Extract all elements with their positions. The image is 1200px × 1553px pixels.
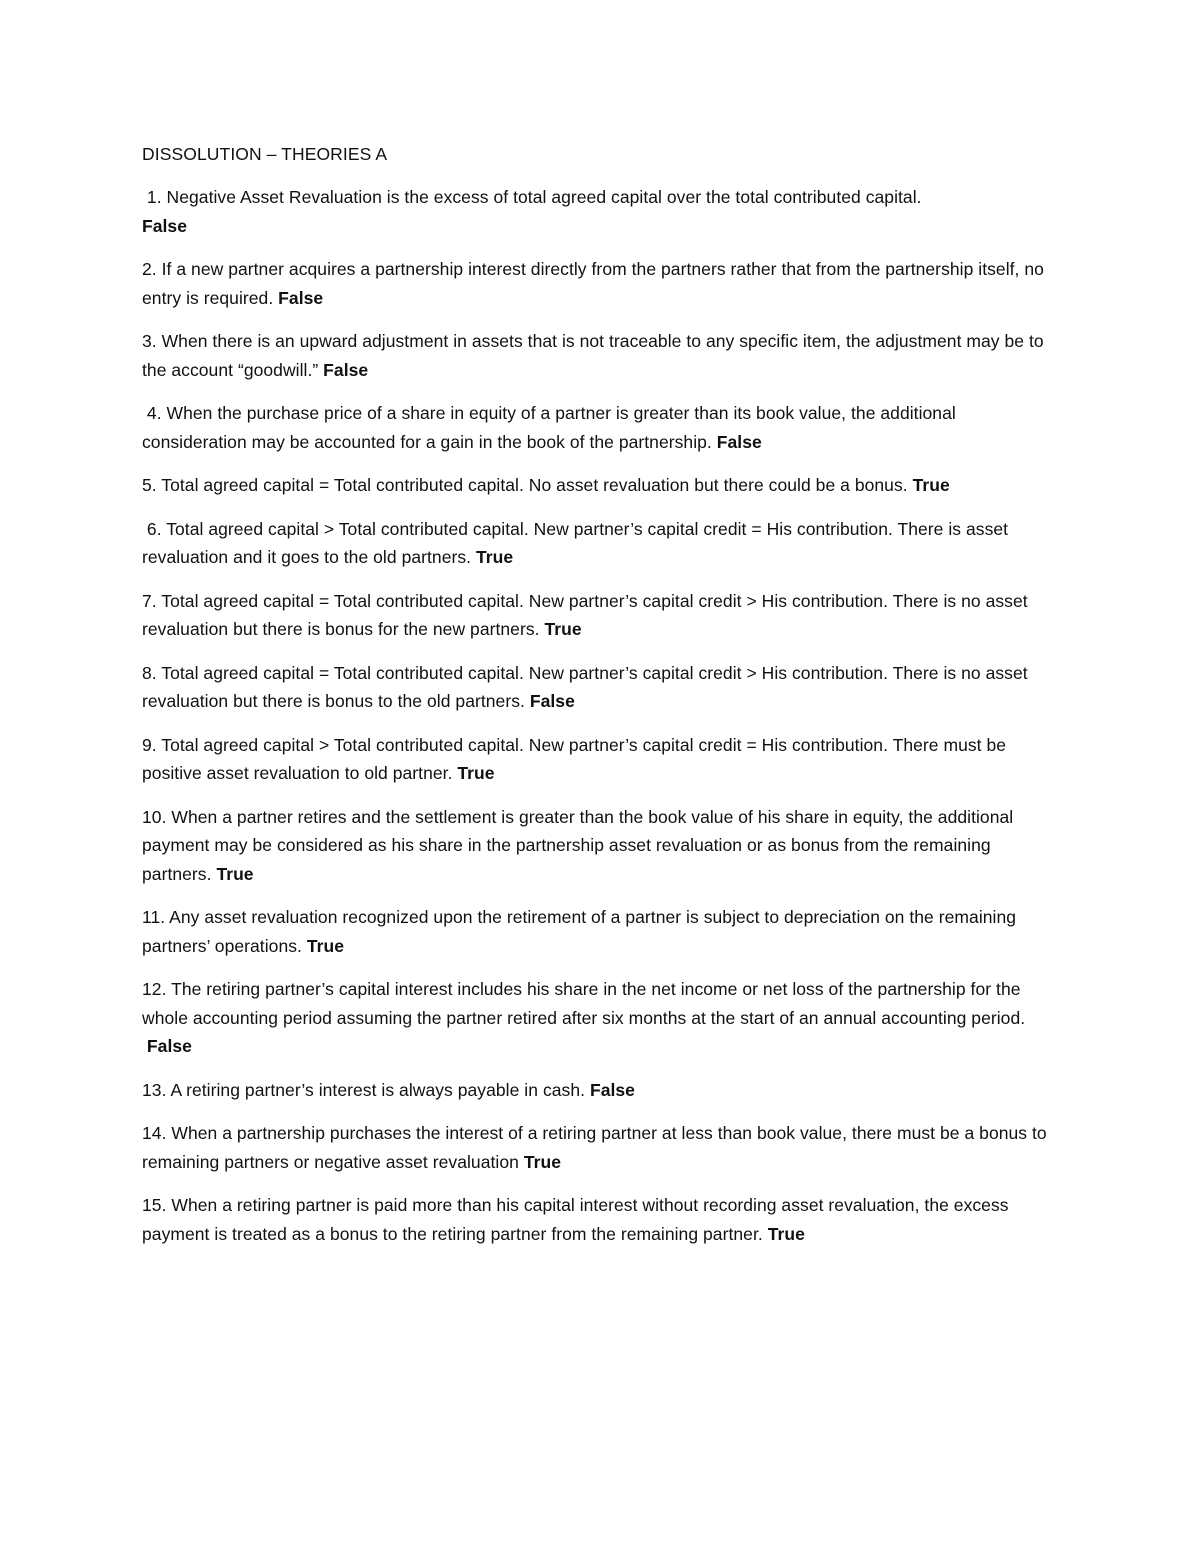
question-item-2 (142, 255, 1062, 312)
question-number: 12. (142, 979, 172, 999)
answer-label: True (306, 935, 345, 956)
question-text: When the purchase price of a share in equity of a partner is greater than its book value, the additional consideration may be accounted for a gain in the book of the partnership. (142, 403, 956, 452)
question-number: 2. (142, 259, 162, 279)
question-text: When a partner retires and the settlement is greater than the book value of his share in equity, the additional payment may be considered as his share in the partnership asset revaluation or as bonus from the remaining partners. (142, 806, 1014, 884)
question-number: 3. (142, 331, 162, 351)
answer-label: False (529, 691, 575, 711)
question-text: A retiring partner’s interest is always payable in cash. (170, 1079, 586, 1100)
answer-label: False (589, 1079, 635, 1100)
question-item-14 (142, 1119, 1062, 1176)
question-text: Total agreed capital = Total contributed capital. New partner’s capital credit > His contribution. There is no asset revaluation but there is bonus to the old partners. (142, 662, 1028, 711)
document-page (142, 140, 1062, 1263)
question-item-1 (142, 183, 1062, 240)
document-title: DISSOLUTION – THEORIES A (142, 144, 388, 164)
answer-label: False (146, 1036, 192, 1056)
answer-label: False (142, 215, 187, 236)
question-number: 1. (142, 187, 167, 207)
question-number: 13. (142, 1079, 171, 1100)
question-text: Any asset revaluation recognized upon the retirement of a partner is subject to depreciation on the remaining partners’ operations. (142, 907, 1017, 956)
answer-label: True (457, 763, 495, 783)
answer-label: True (523, 1151, 562, 1172)
question-text: When a partnership purchases the interest of a retiring partner at less than book value, there must be a bonus to remaining partners or negative asset revaluation (142, 1123, 1047, 1172)
question-item-15 (142, 1191, 1062, 1248)
question-number: 11. (142, 907, 170, 927)
question-text: If a new partner acquires a partnership interest directly from the partners rather that from the partnership itself, no entry is required. (142, 259, 1044, 308)
answer-label: True (912, 475, 950, 495)
answer-label: False (323, 359, 369, 380)
question-number: 4. (142, 403, 167, 423)
question-number: 8. (142, 662, 162, 683)
question-number: 10. (142, 806, 172, 827)
question-item-11 (142, 903, 1062, 960)
question-item-9 (142, 731, 1062, 788)
question-text: Total agreed capital = Total contributed capital. New partner’s capital credit > His contribution. There is no asset revaluation but there is bonus for the new partners. (142, 590, 1028, 639)
question-item-12 (142, 975, 1062, 1061)
question-text: Total agreed capital > Total contributed capital. New partner’s capital credit = His contribution. There must be positive asset revaluation to old partner. (142, 734, 1007, 783)
answer-label: False (278, 287, 324, 308)
answer-label: True (216, 863, 254, 884)
question-text: Total agreed capital = Total contributed capital. No asset revaluation but there could be a bonus. (161, 475, 908, 495)
question-number: 9. (142, 734, 162, 755)
answer-label: True (544, 619, 582, 639)
question-text: Negative Asset Revaluation is the excess of total agreed capital over the total contributed capital. (166, 187, 922, 207)
question-item-3 (142, 327, 1062, 384)
question-item-7 (142, 587, 1062, 644)
answer-label: False (716, 431, 762, 452)
question-item-8 (142, 659, 1062, 716)
question-item-5 (142, 471, 1062, 500)
question-number: 14. (142, 1123, 172, 1143)
question-item-4 (142, 399, 1062, 456)
question-text: When there is an upward adjustment in assets that is not traceable to any specific item, the adjustment may be to the account “goodwill.” (142, 331, 1044, 380)
question-number: 15. (142, 1195, 172, 1215)
question-number: 6. (142, 518, 167, 539)
question-text: Total agreed capital > Total contributed capital. New partner’s capital credit = His contribution. There is asset revaluation and it goes to the old partners. (142, 518, 1009, 567)
question-item-13 (142, 1076, 1062, 1105)
question-text: The retiring partner’s capital interest includes his share in the net income or net loss of the partnership for the whole accounting period assuming the partner retired after six months at the start of an annual accounting period. (142, 979, 1026, 1028)
question-number: 7. (142, 590, 162, 611)
question-item-10 (142, 803, 1062, 889)
question-text: When a retiring partner is paid more than his capital interest without recording asset revaluation, the excess payment is treated as a bonus to the retiring partner from the remaining partner. (142, 1195, 1009, 1244)
question-item-6 (142, 515, 1062, 572)
question-number: 5. (142, 475, 162, 495)
answer-label: True (476, 547, 514, 567)
answer-label: True (767, 1223, 805, 1244)
